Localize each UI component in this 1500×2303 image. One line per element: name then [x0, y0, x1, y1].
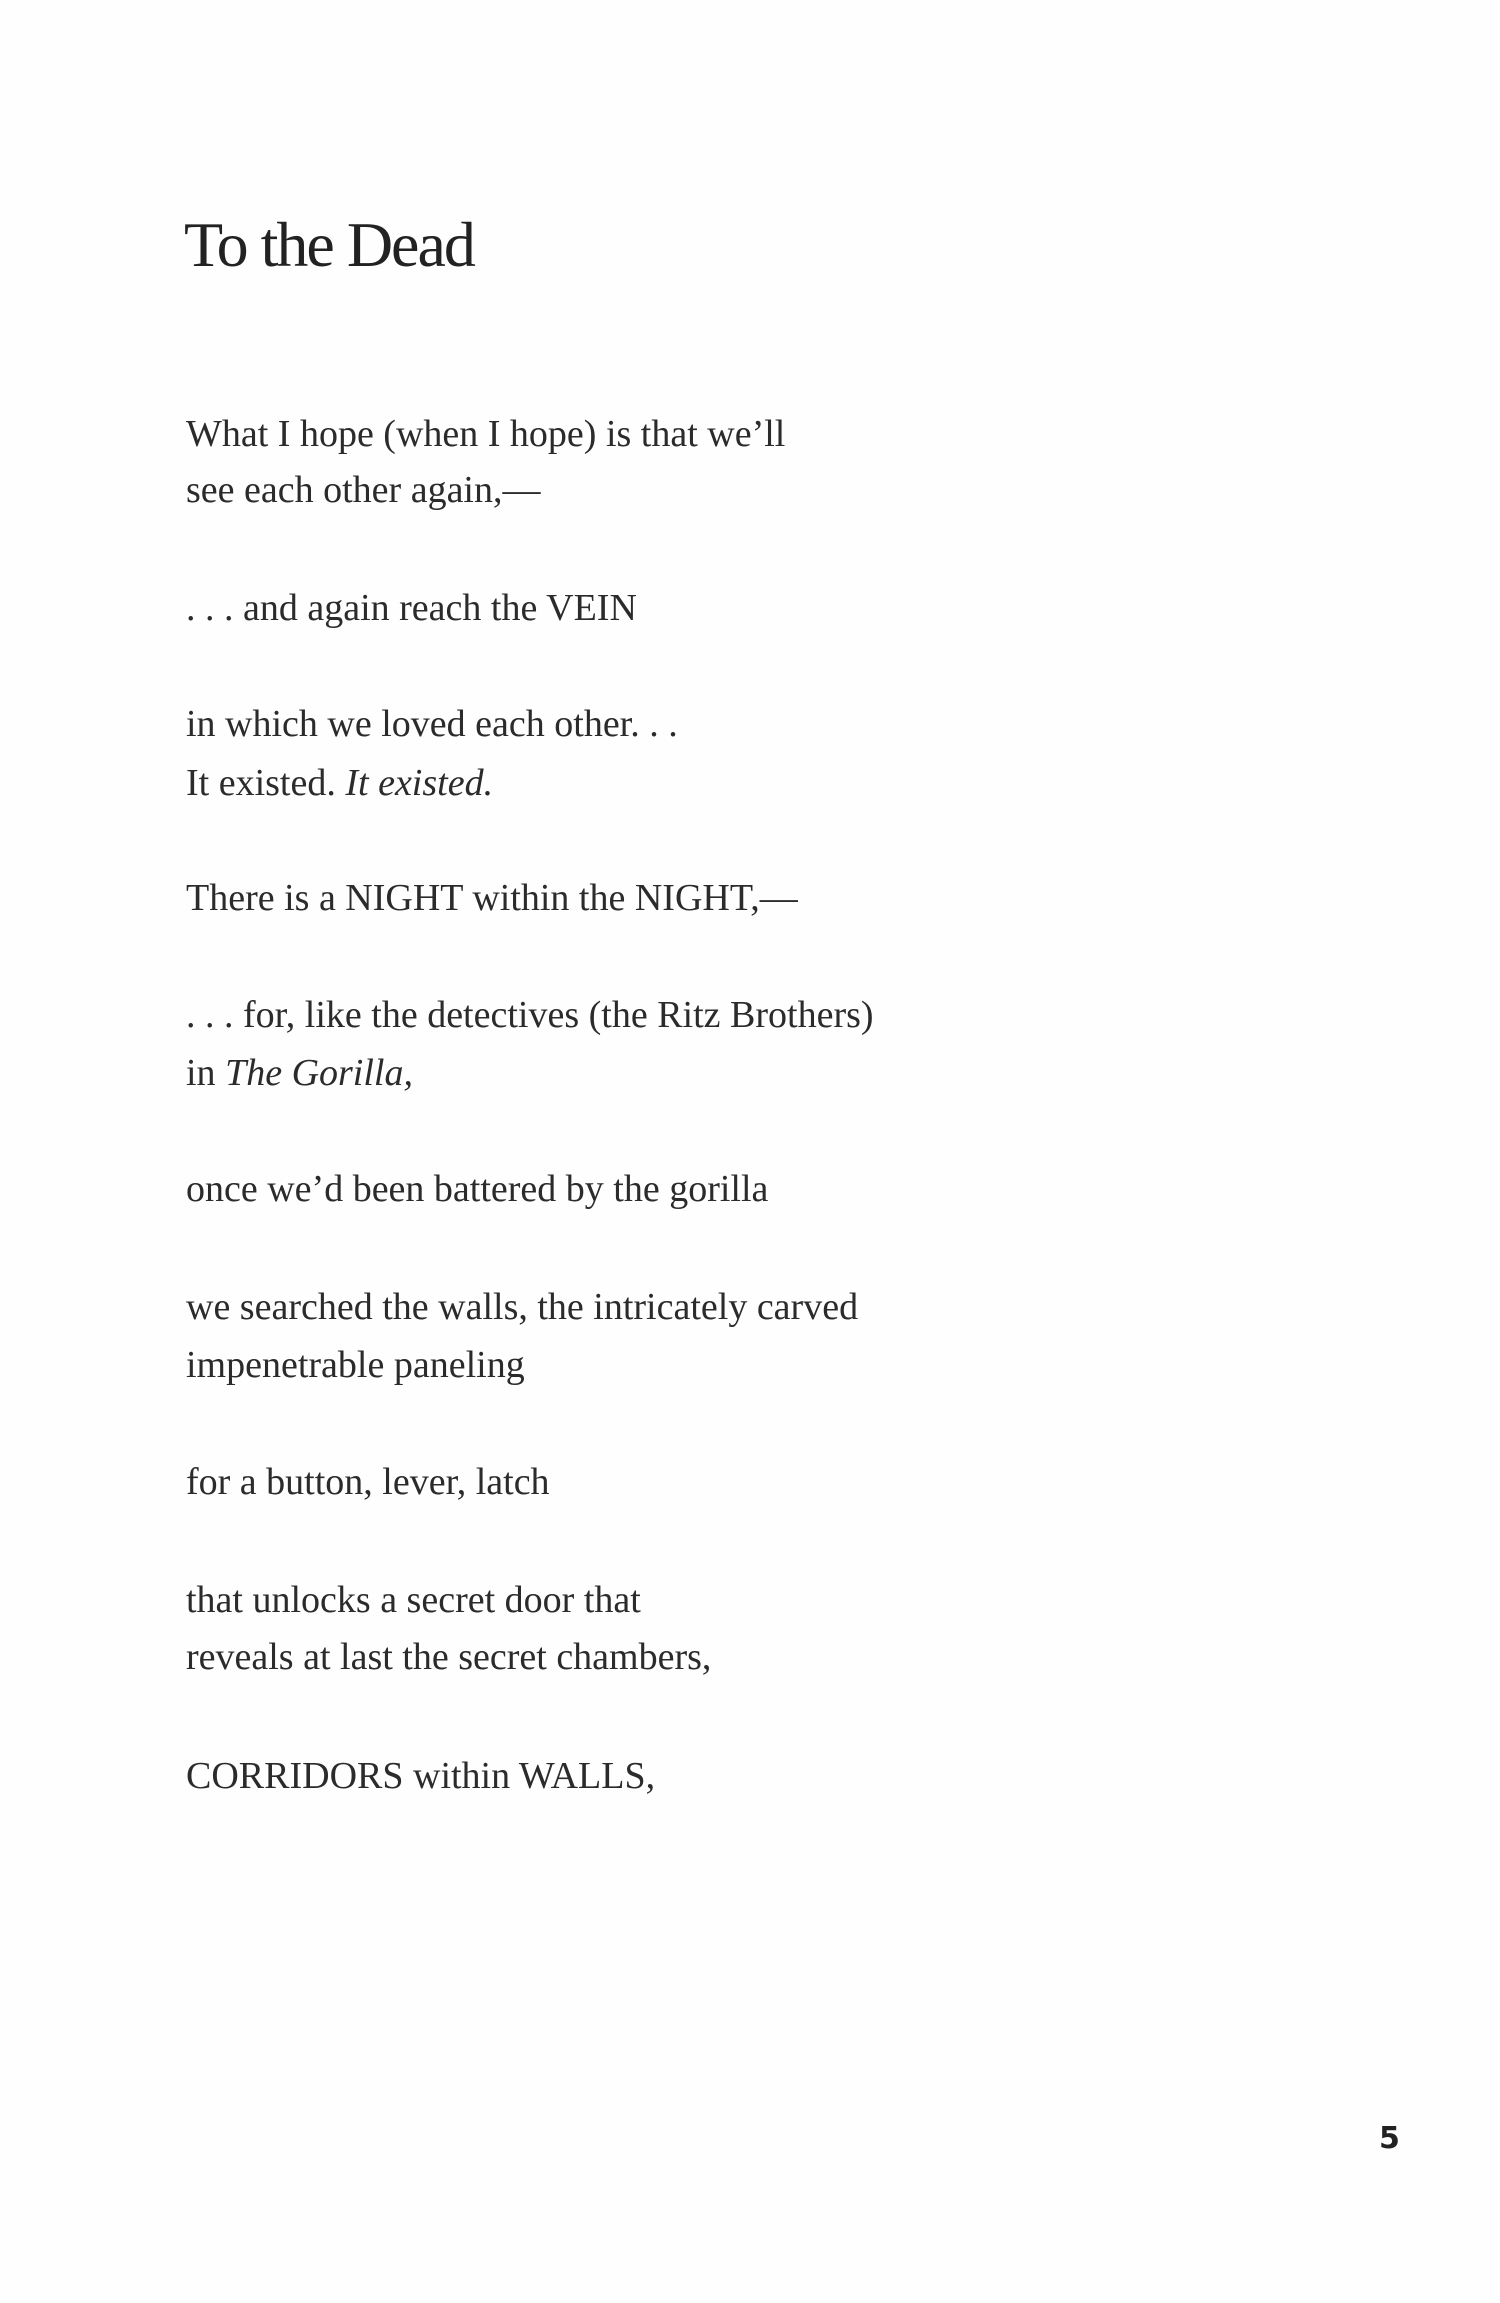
poem-line: reveals at last the secret chambers, — [186, 1636, 712, 1678]
poem-line: we searched the walls, the intricately carved — [186, 1286, 859, 1328]
poem-line: What I hope (when I hope) is that we’ll — [186, 413, 786, 455]
poem-line: CORRIDORS within WALLS, — [186, 1755, 656, 1797]
film-title: The Gorilla, — [225, 1052, 413, 1094]
poem-line-gorilla — [186, 1050, 413, 1096]
in-text: in — [186, 1052, 226, 1094]
poem-title: To the Dead — [184, 209, 474, 280]
poem-line: impenetrable paneling — [186, 1344, 525, 1386]
poem-line: . . . and again reach the VEIN — [186, 587, 637, 629]
poem-line: see each other again,— — [186, 469, 541, 511]
page-number: 5 — [1379, 2121, 1400, 2156]
poem-line: once we’d been battered by the gorilla — [186, 1168, 769, 1210]
poem-line: There is a NIGHT within the NIGHT,— — [186, 877, 798, 919]
poem-line: that unlocks a secret door that — [186, 1579, 641, 1621]
poem-line-existed — [186, 760, 493, 806]
poem-line: in which we loved each other. . . — [186, 703, 678, 745]
poem-line: for a button, lever, latch — [186, 1461, 550, 1503]
existed-text: It existed. — [186, 762, 336, 804]
existed-italic-text: It existed. — [345, 762, 494, 804]
poem-line: . . . for, like the detectives (the Ritz Brothers) — [186, 994, 874, 1036]
